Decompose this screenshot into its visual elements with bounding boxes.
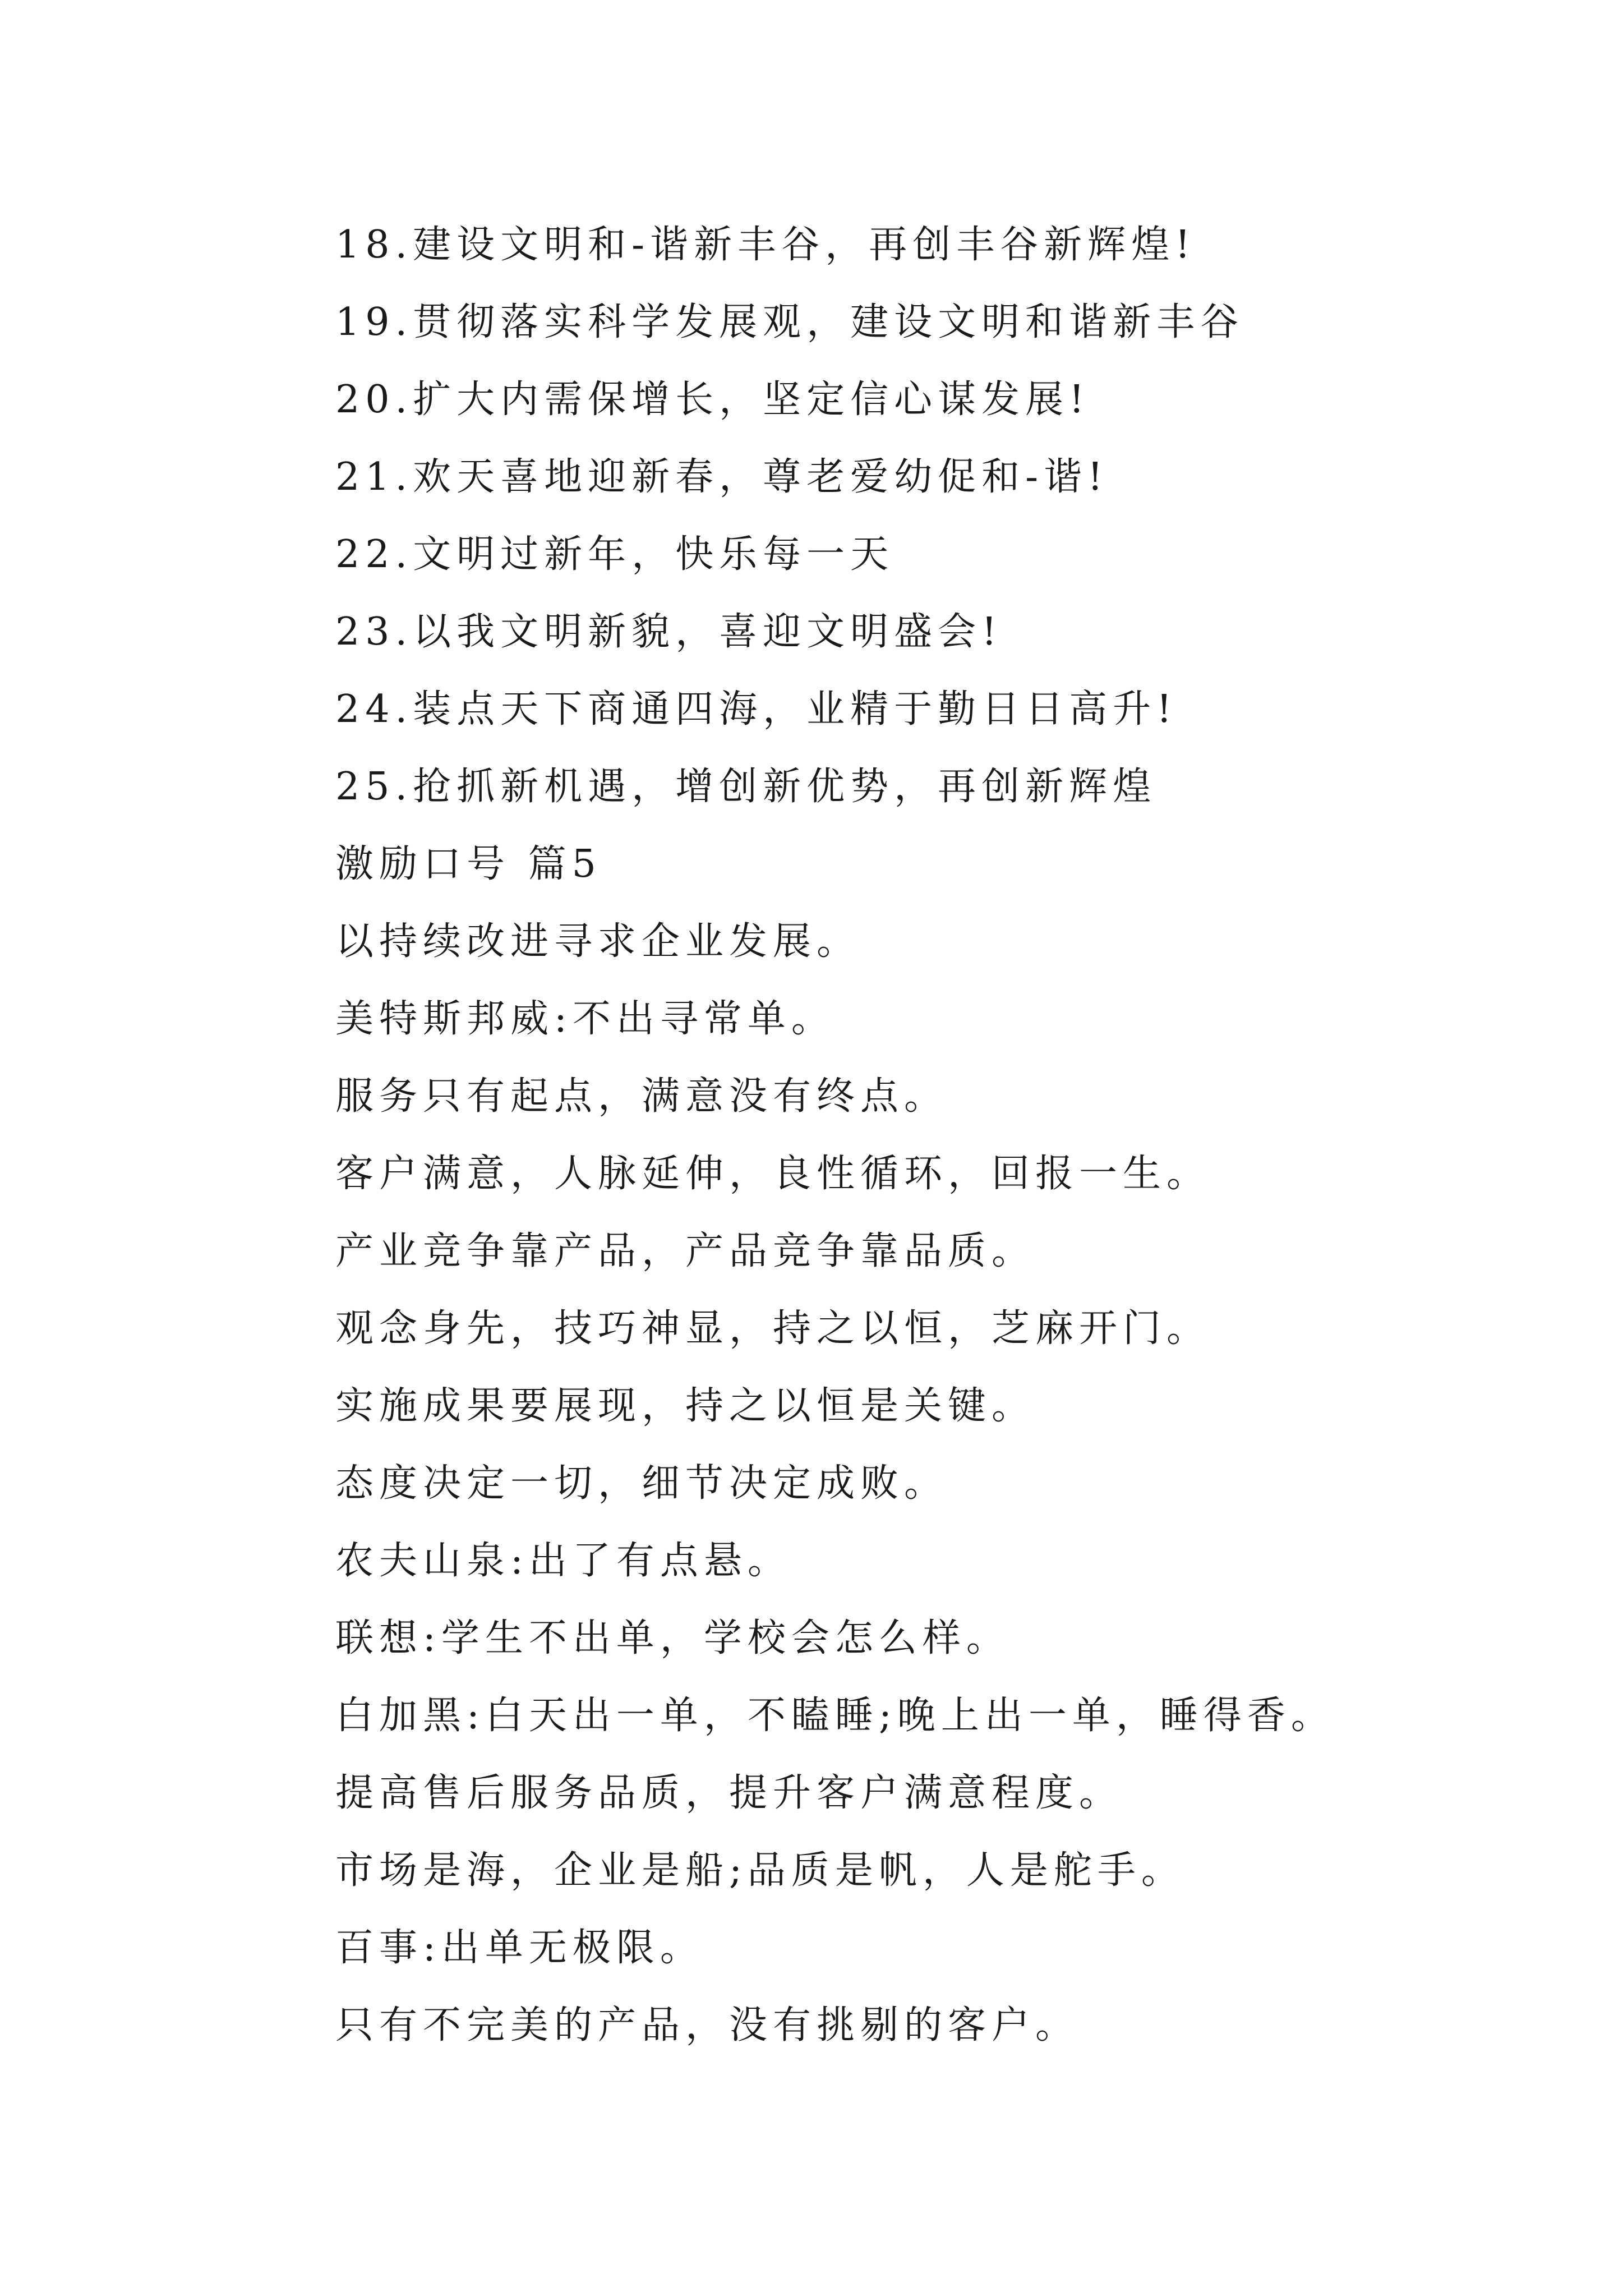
slogan-line-19: 19.贯彻落实科学发展观，建设文明和谐新丰谷: [335, 300, 1244, 344]
slogan-line-21: 21.欢天喜地迎新春，尊老爱幼促和-谐!: [335, 455, 1109, 499]
slogan-line: 只有不完美的产品，没有挑剔的客户。: [335, 2003, 1080, 2047]
slogan-line-18: 18.建设文明和-谐新丰谷，再创丰谷新辉煌!: [335, 223, 1196, 267]
slogan-line: 以持续改进寻求企业发展。: [335, 919, 861, 964]
slogan-line-20: 20.扩大内需保增长，坚定信心谋发展!: [335, 378, 1090, 422]
slogan-line: 提高售后服务品质，提升客户满意程度。: [335, 1771, 1123, 1815]
slogan-line: 产业竞争靠产品，产品竞争靠品质。: [335, 1229, 1036, 1273]
slogan-line: 百事:出单无极限。: [335, 1926, 704, 1970]
slogan-line: 观念身先，技巧神显，持之以恒，芝麻开门。: [335, 1306, 1211, 1351]
slogan-line-25: 25.抢抓新机遇，增创新优势，再创新辉煌: [335, 765, 1157, 809]
slogan-line: 实施成果要展现，持之以恒是关键。: [335, 1384, 1036, 1428]
slogan-line: 服务只有起点，满意没有终点。: [335, 1074, 948, 1119]
document-body: [335, 206, 1457, 2064]
slogan-line: 白加黑:白天出一单，不瞌睡;晚上出一单，睡得香。: [335, 1694, 1335, 1738]
slogan-line: 美特斯邦威:不出寻常单。: [335, 997, 835, 1041]
section-heading: 激励口号 篇5: [335, 842, 602, 886]
slogan-line: 市场是海，企业是船;品质是帆，人是舵手。: [335, 1848, 1185, 1893]
slogan-line: 态度决定一切，细节决定成败。: [335, 1461, 948, 1506]
slogan-line: 农夫山泉:出了有点悬。: [335, 1539, 791, 1583]
slogan-line: 客户满意，人脉延伸，良性循环，回报一生。: [335, 1152, 1211, 1196]
slogan-line-24: 24.装点天下商通四海，业精于勤日日高升!: [335, 687, 1178, 731]
slogan-line: 联想:学生不出单，学校会怎么样。: [335, 1616, 1010, 1660]
slogan-line-22: 22.文明过新年，快乐每一天: [335, 532, 895, 577]
slogan-line-23: 23.以我文明新貌，喜迎文明盛会!: [335, 610, 1003, 654]
